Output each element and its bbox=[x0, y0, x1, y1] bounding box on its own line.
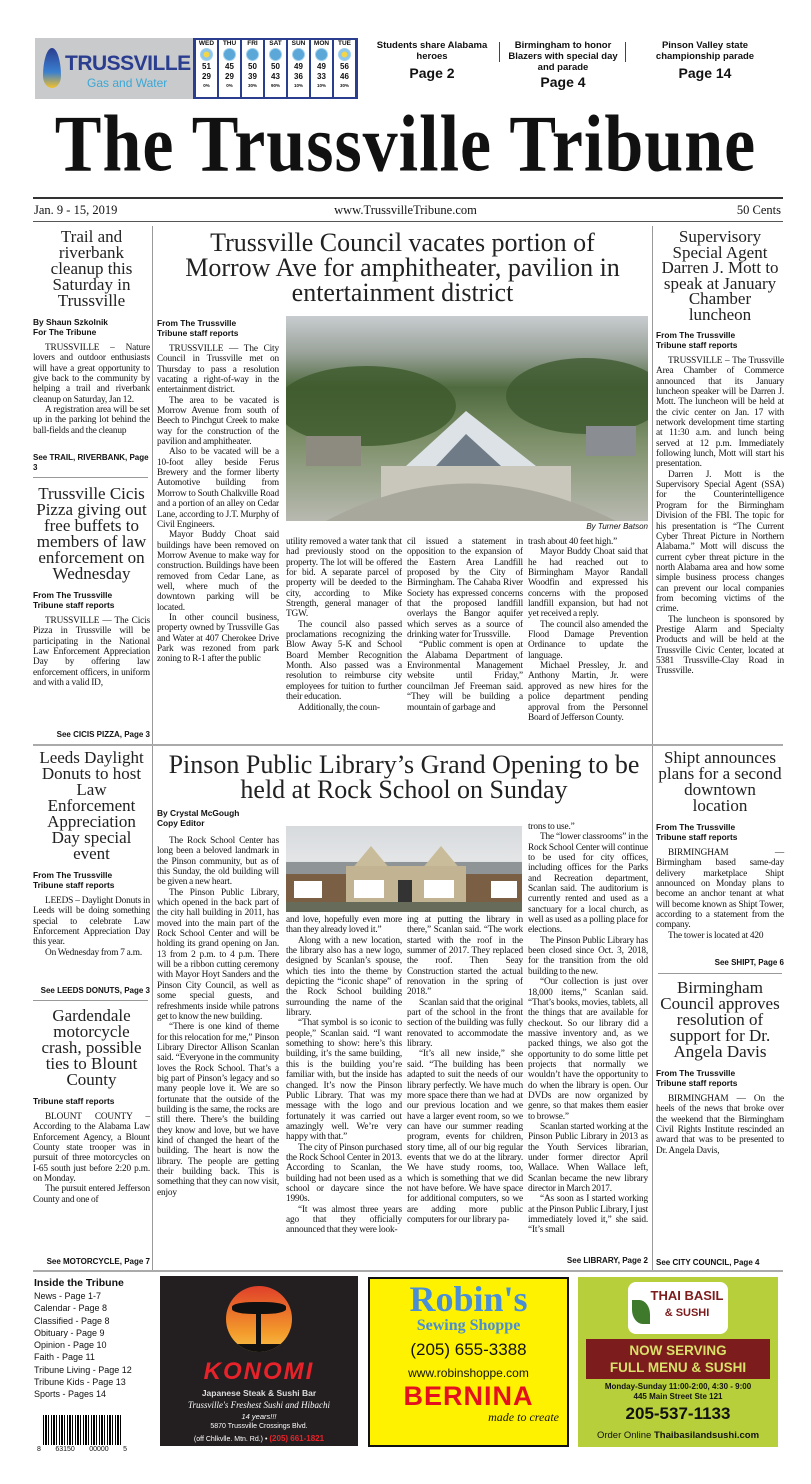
paragraph: ing at putting the library in there,” Scanlan said. “The work started with the roof in the summer of 2017. They replaced the roof. Then Seay Construction started the actual renovation in the spring of 2018.” bbox=[407, 915, 523, 998]
thai-hours: Monday-Sunday 11:00-2:00, 4:30 - 9:00 bbox=[604, 1382, 752, 1391]
rock-school-photo bbox=[286, 826, 522, 912]
paragraph: “As soon as I started working at the Pinson Public Library, I just immediately loved it,” she said. “It’s small bbox=[528, 1194, 648, 1236]
precip: 0% bbox=[203, 83, 210, 88]
pinson-col1 bbox=[157, 808, 279, 1268]
byline bbox=[157, 318, 279, 338]
order-website[interactable]: Thaibasilandsushi.com bbox=[653, 1430, 760, 1441]
byline-source: Copy Editor bbox=[157, 818, 205, 828]
paragraph: BIRMINGHAM — Birmingham based same-day delivery marketplace Shipt announced on Monday plans to become an anchor tenant at what will become known as Shipt Tower, according to a statement from the company. bbox=[656, 848, 784, 931]
paragraph: BLOUNT COUNTY – According to the Alabama Law Enforcement Agency, a Blount County state trooper was in pursuit of three motorcycles on I-65 south just before 2:20 p.m. on Monday. bbox=[33, 1112, 150, 1185]
byline-source: Tribune staff reports bbox=[33, 880, 115, 890]
article-body bbox=[33, 343, 150, 436]
jump-link[interactable]: See MOTORCYCLE, Page 7 bbox=[46, 1257, 150, 1266]
council-col4 bbox=[528, 537, 648, 742]
paragraph: A registration area will be set up in the parking lot behind the ball-fields and the cleanup bbox=[33, 405, 150, 436]
teaser-page: Page 4 bbox=[540, 74, 586, 90]
banner-line: NOW SERVING bbox=[629, 1343, 727, 1358]
paragraph: TRUSSVILLE – The Trussville Area Chamber of Commerce announced that its January luncheon speaker will be Darren J. Mott. The luncheon will be held at the civic center on Jan. 17 with network development time starting at 11:30 a.m. and lunch being served at 12 p.m. Immediately following lunch, Mott will start his presentation. bbox=[656, 356, 784, 470]
weather-day bbox=[334, 40, 355, 97]
article-trail-cleanup[interactable] bbox=[33, 229, 150, 473]
basil-leaf-icon bbox=[632, 1300, 650, 1324]
jump-link[interactable]: See LEEDS DONUTS, Page 3 bbox=[40, 986, 150, 995]
paragraph: and love, hopefully even more than they already loved it.” bbox=[286, 915, 402, 936]
high-temp: 49 bbox=[317, 62, 326, 71]
bernina-tagline: made to create bbox=[488, 1410, 559, 1424]
thai-basil-ad[interactable] bbox=[578, 1277, 778, 1447]
thai-name: THAI BASIL bbox=[650, 1288, 724, 1303]
konomi-slogan: Trussville's Freshest Sushi and Hibachi bbox=[187, 1400, 331, 1410]
sponsor-subname: Gas and Water bbox=[87, 76, 168, 90]
inside-item[interactable]: Obituary - Page 9 bbox=[34, 1327, 105, 1338]
masthead-title: The Trussville Tribune bbox=[54, 100, 757, 189]
paragraph: utility removed a water tank that had previously stood on the property. The lot will be offered for bid. A separate parcel of property will be deeded to the city, according to Mike Strength, general manager of TGW. bbox=[286, 537, 402, 620]
column-rule bbox=[652, 226, 653, 1270]
paragraph: “That symbol is so iconic to people,” Scanlan said. “I want something to show: here’s this building, it’s the same building, this is the building you’re familiar with, but the inside has changed. It’s now the Pinson Public Library. That was my message with the logo and fortunately it was carried out amazingly well. We’re very happy with that.” bbox=[286, 1018, 402, 1143]
precip: 90% bbox=[270, 83, 280, 88]
headline[interactable]: Trussville Cicis Pizza giving out free buffets to members of law enforcement on Wednesday bbox=[36, 484, 147, 583]
paragraph: Darren J. Mott is the Supervisory Special Agent (SSA) for the Counterintelligence Program for the Birmingham Division of the FBI. The topic for his presentation is “The Current Cyber Threat Picture in Northern Alabama.” Mott will discuss the current cyber threat picture in the north Alabama area and how some simple business process changes can prevent our local companies from becoming victims of the crime. bbox=[656, 469, 784, 615]
thai-address: 445 Main Street Ste 121 bbox=[633, 1392, 723, 1401]
high-temp: 51 bbox=[202, 62, 211, 71]
byline bbox=[656, 822, 784, 842]
article-body bbox=[656, 848, 784, 941]
paragraph: “There is one kind of theme for this relocation for me,” Pinson Library Director Allison Scanlan said. “Everyone in the community loves the Rock School. That’s a big part of Pinson’s legacy and so many people love it. We are so fortunate that the outside of the building is the same, the rocks are still there. There’s the building they know and love, but we have kind of changed the heart of the building. The heart is now the library. The people are getting their building back. This is something that they can now visit, enjoy bbox=[157, 1022, 279, 1198]
thai-order bbox=[578, 1430, 778, 1442]
teaser-page: Page 2 bbox=[409, 65, 455, 81]
weather-day bbox=[311, 40, 332, 97]
paragraph: Scanlan started working at the Pinson Public Library in 2013 as the Youth Services librarian, under former director April Wallace. When Wallace left, Scanlan became the new library director in March 2017. bbox=[528, 1121, 648, 1195]
low-temp: 29 bbox=[202, 72, 211, 81]
barcode-bars bbox=[43, 1415, 123, 1445]
byline-source: Tribune staff reports bbox=[157, 328, 239, 338]
robins-website[interactable]: www.robinshoppe.com bbox=[408, 1366, 529, 1380]
paragraph: The “lower classrooms” in the Rock School Center will continue to be used for city offices, including offices for the Parks and Recreation department, Scanlan said. The auditorium is currently rented and used as a sanctuary for a local church, as well as used as a polling place for elections. bbox=[528, 832, 648, 936]
paragraph: In other council business, property owned by Trussville Gas and Water at 407 Cherokee Drive Park was rezoned from park zoning to R-1 after the public bbox=[157, 612, 279, 665]
inside-title: Inside the Tribune bbox=[34, 1277, 124, 1289]
byline-author: From The Trussville bbox=[656, 822, 736, 832]
paragraph: TRUSSVILLE — The Cicis Pizza in Trussville will be participating in the National Law Enforcement Appreciation Day by offering law enforcement officers, in uniform and with a valid ID, bbox=[33, 616, 150, 689]
article-cicis-pizza[interactable] bbox=[33, 486, 150, 740]
byline bbox=[33, 590, 150, 610]
day-label: SUN bbox=[291, 40, 306, 47]
article-mott-luncheon[interactable] bbox=[656, 229, 784, 741]
byline bbox=[656, 1068, 784, 1088]
article-body bbox=[33, 896, 150, 958]
article-body bbox=[33, 1112, 150, 1205]
barcode-digit: 5 bbox=[123, 1446, 127, 1453]
paragraph: “Public comment is open at the Alabama Department of Environmental Management website until Friday,” councilman Jef Freeman said. “They will be building a mountain of garbage and bbox=[407, 640, 523, 713]
paragraph: trash about 40 feet high.” bbox=[528, 537, 618, 547]
low-temp: 46 bbox=[340, 72, 349, 81]
divider bbox=[33, 477, 148, 478]
konomi-ad[interactable] bbox=[160, 1276, 358, 1446]
precip: 30% bbox=[339, 83, 349, 88]
precip: 10% bbox=[293, 83, 303, 88]
jump-link[interactable]: See CICIS PIZZA, Page 3 bbox=[56, 730, 150, 739]
paragraph: trons to use.” bbox=[528, 822, 575, 832]
byline bbox=[33, 1096, 150, 1106]
article-body bbox=[528, 822, 648, 1246]
thai-basil-logo bbox=[628, 1282, 728, 1334]
byline bbox=[157, 808, 279, 828]
byline-source: Tribune staff reports bbox=[656, 1078, 738, 1088]
teaser-students[interactable] bbox=[372, 40, 492, 82]
paragraph: The pursuit entered Jefferson County and one of bbox=[33, 1184, 150, 1205]
byline-author: From The Trussville bbox=[33, 590, 113, 600]
byline-author: By Shaun Szkolnik bbox=[33, 317, 108, 327]
paragraph: BIRMINGHAM — On the heels of the news that broke over the weekend that the Birmingham Civil Rights Institute rescinded an award that was to be presented to Dr. Angela Davis, bbox=[656, 1094, 784, 1156]
paragraph: “It’s all new inside,” she said. “The building has been adapted to suit the needs of our library perfectly. We have much more space there than we had at our previous location and we have a larger event room, so we can have our summer reading program, events for children, story time, all of our big regular events that we do at the library. We have study rooms, too, which is something that we did not have before. We have space for additional computers, so we are adding more public computers for our library pa- bbox=[407, 1049, 523, 1225]
article-angela-davis[interactable] bbox=[656, 980, 784, 1268]
robins-sewing-ad[interactable] bbox=[368, 1277, 569, 1447]
cloud-icon bbox=[246, 48, 259, 61]
barcode-digit: 8 bbox=[37, 1446, 41, 1453]
teaser-title: Birmingham to honor Blazers with special day and parade bbox=[508, 40, 618, 73]
high-temp: 45 bbox=[225, 62, 234, 71]
section-rule bbox=[33, 744, 783, 746]
council-col1 bbox=[157, 312, 279, 742]
inside-item[interactable]: Faith - Page 11 bbox=[34, 1352, 95, 1363]
pinson-col4 bbox=[528, 822, 648, 1268]
precip: 10% bbox=[316, 83, 326, 88]
sun-icon bbox=[338, 48, 351, 61]
konomi-directions: (off Chlkvlle. Mtn. Rd.) • bbox=[193, 1436, 268, 1443]
paragraph: On Wednesday from 7 a.m. bbox=[45, 947, 143, 958]
teaser-title: Pinson Valley state championship parade bbox=[655, 40, 755, 62]
konomi-tagline: Japanese Steak & Sushi Bar bbox=[201, 1388, 317, 1398]
headline[interactable]: Gardendale motorcycle crash, possible ties to Blount County bbox=[41, 1006, 142, 1089]
paragraph: The luncheon is sponsored by Prestige Alarm and Specialty Products and will be held at the Trussville Civic Center, located at 5381 Trussville-Clay Road in Trussville. bbox=[656, 614, 784, 677]
paragraph: TRUSSVILLE — The City Council in Trussville met on Thursday to pass a resolution vacating a right-of-way in the entertainment district. bbox=[157, 344, 279, 396]
byline-source: For The Tribune bbox=[33, 327, 97, 337]
amphitheater-rendering-photo bbox=[286, 316, 648, 521]
teaser-blazers[interactable] bbox=[505, 40, 621, 91]
now-serving-banner bbox=[586, 1339, 770, 1379]
section-rule bbox=[33, 1270, 783, 1272]
sunset-tree-logo-icon bbox=[226, 1286, 292, 1352]
byline-author: From The Trussville bbox=[157, 318, 237, 328]
cloud-icon bbox=[292, 48, 305, 61]
divider bbox=[33, 1000, 148, 1001]
website-link[interactable]: www.TrussvilleTribune.com bbox=[334, 203, 477, 217]
banner-line: FULL MENU & SUSHI bbox=[609, 1360, 747, 1375]
pinson-headline[interactable]: Pinson Public Library’s Grand Opening to be held at Rock School on Sunday bbox=[168, 750, 640, 804]
paragraph: Mayor Buddy Choat said buildings have been removed on Morrow Avenue to make way for construction. Buildings have been removed from Cedar Lane, as well, where much of the downtown parking will be located. bbox=[157, 530, 279, 613]
jump-link[interactable]: See CITY COUNCIL, Page 4 bbox=[656, 1258, 760, 1267]
paragraph: Michael Pressley, Jr. and Anthony Martin, Jr. were approved as new hires for the police department pending approval from the Personnel Board of Jefferson County. bbox=[528, 661, 648, 723]
high-temp: 56 bbox=[340, 62, 349, 71]
teaser-pinson-valley[interactable] bbox=[630, 40, 780, 82]
byline-source: Tribune staff reports bbox=[33, 600, 115, 610]
article-body bbox=[157, 344, 279, 737]
byline bbox=[33, 870, 150, 890]
high-temp: 50 bbox=[248, 62, 257, 71]
jump-link[interactable]: See LIBRARY, Page 2 bbox=[566, 1256, 648, 1265]
byline-author: Tribune staff reports bbox=[33, 1096, 115, 1106]
day-label: THU bbox=[222, 40, 237, 47]
byline-author: From The Trussville bbox=[656, 1068, 736, 1078]
byline bbox=[656, 330, 784, 350]
headline[interactable]: Shipt announces plans for a second downtown location bbox=[658, 748, 782, 815]
headline[interactable]: Birmingham Council approves resolution of support for Dr. Angela Davis bbox=[660, 978, 780, 1061]
inside-item[interactable]: Opinion - Page 10 bbox=[34, 1340, 107, 1351]
jump-link[interactable]: See TRAIL, RIVERBANK, Page 3 bbox=[33, 453, 149, 472]
flame-logo-icon bbox=[43, 48, 61, 88]
day-label: TUE bbox=[338, 40, 351, 47]
thai-sub: & SUSHI bbox=[664, 1307, 710, 1319]
divider bbox=[499, 42, 500, 62]
inside-item[interactable]: Tribune Living - Page 12 bbox=[34, 1364, 132, 1375]
paragraph: The tower is located at 420 bbox=[668, 930, 764, 941]
precip: 30% bbox=[247, 83, 257, 88]
paragraph: The council also passed proclamations recognizing the Blow Away 5-K and School Board Member Recognition Month. Also passed was a resolution to reimburse city employees for tuition to further their education. bbox=[286, 619, 402, 703]
day-label: SAT bbox=[269, 40, 282, 47]
konomi-years: 14 years!!! bbox=[241, 1412, 277, 1421]
date-rule bbox=[33, 221, 783, 222]
day-label: FRI bbox=[247, 40, 258, 47]
divider bbox=[625, 42, 626, 62]
weather-day bbox=[242, 40, 263, 97]
gas-water-weather-ad[interactable] bbox=[35, 38, 357, 99]
article-body bbox=[656, 1094, 784, 1156]
masthead-rule bbox=[33, 197, 783, 199]
paragraph: The council also amended the Flood Damage Prevention Ordinance to update the language. bbox=[528, 619, 648, 661]
paragraph: Scanlan said that the original part of the school in the front section of the building was fully renovated to accommodate the library. bbox=[407, 997, 523, 1050]
rain-icon bbox=[269, 48, 282, 61]
konomi-contact bbox=[160, 1433, 358, 1445]
council-col3 bbox=[407, 537, 523, 742]
weather-forecast bbox=[193, 38, 358, 99]
inside-item[interactable]: Classified - Page 8 bbox=[34, 1315, 110, 1326]
article-leeds-donuts[interactable] bbox=[33, 750, 150, 996]
headline[interactable]: Supervisory Special Agent Darren J. Mott to speak at January Chamber luncheon bbox=[661, 227, 779, 324]
rock-school-building bbox=[286, 826, 522, 912]
barcode bbox=[37, 1415, 127, 1455]
weather-day bbox=[265, 40, 286, 97]
low-temp: 36 bbox=[294, 72, 303, 81]
inside-item[interactable]: Tribune Kids - Page 13 bbox=[34, 1377, 126, 1388]
low-temp: 29 bbox=[225, 72, 234, 81]
byline-author: By Crystal McGough bbox=[157, 808, 240, 818]
article-body bbox=[656, 356, 784, 677]
headline[interactable]: Trail and riverbank cleanup this Saturday in Trussville bbox=[50, 227, 133, 310]
sun-icon bbox=[200, 48, 213, 61]
high-temp: 49 bbox=[294, 62, 303, 71]
inside-item[interactable]: Calendar - Page 8 bbox=[34, 1303, 108, 1314]
barcode-digit: 00000 bbox=[89, 1446, 109, 1453]
inside-the-tribune bbox=[34, 1276, 149, 1401]
high-temp: 50 bbox=[271, 62, 280, 71]
cloud-icon bbox=[315, 48, 328, 61]
pinson-col3 bbox=[407, 915, 523, 1267]
headline[interactable]: Leeds Daylight Donuts to host Law Enforcement Appreciation Day special event bbox=[39, 748, 144, 863]
jump-link[interactable]: See SHIPT, Page 6 bbox=[714, 958, 784, 967]
barcode-digit: 63150 bbox=[55, 1446, 75, 1453]
thai-phone[interactable]: 205-537-1133 bbox=[625, 1404, 731, 1423]
low-temp: 33 bbox=[317, 72, 326, 81]
paragraph: The Pinson Public Library has been closed since Oct. 3, 2018, for the transition from the old building to the new. bbox=[528, 935, 648, 977]
weather-day bbox=[288, 40, 309, 97]
order-label: Order Online bbox=[596, 1430, 652, 1441]
article-body bbox=[157, 836, 279, 1268]
robins-phone[interactable]: (205) 655-3388 bbox=[410, 1340, 527, 1359]
byline bbox=[33, 317, 150, 337]
byline-source: Tribune staff reports bbox=[656, 832, 738, 842]
robins-name: Robin's bbox=[409, 1279, 528, 1319]
weather-day bbox=[219, 40, 240, 97]
paragraph: Additionally, the coun- bbox=[298, 702, 380, 713]
price: 50 Cents bbox=[736, 203, 781, 217]
sponsor-name: TRUSSVILLE bbox=[65, 52, 191, 75]
weather-day bbox=[196, 40, 217, 97]
byline-author: From The Trussville bbox=[33, 870, 113, 880]
paragraph: Along with a new location, the library also has a new logo, designed by Scanlan’s spouse, which ties into the theme by depicting the “iconic shape” of the Rock School building surrounding the name of the library. bbox=[286, 935, 402, 1019]
article-gardendale-crash[interactable] bbox=[33, 1008, 150, 1267]
paragraph: The area to be vacated is Morrow Avenue from south of Beech to Pinchgut Creek to make way for the construction of the pavilion and amphitheater. bbox=[157, 395, 279, 448]
paragraph: The Rock School Center has long been a beloved landmark in the Pinson community, but as of this Sunday, the old building will be given a new heart. bbox=[157, 836, 279, 888]
column-rule bbox=[152, 226, 153, 1270]
robins-sub: Sewing Shoppe bbox=[416, 1317, 521, 1334]
pinson-col2 bbox=[286, 915, 402, 1267]
barcode-digits bbox=[37, 1446, 127, 1453]
byline-source: Tribune staff reports bbox=[656, 340, 738, 350]
teaser-title: Students share Alabama heroes bbox=[376, 40, 488, 62]
paragraph: cil issued a statement in opposition to the expansion of the Eastern Area Landfill proposed by the City of Birmingham. The Cahaba River Society has expressed concerns that the proposed landfill overlays the Bangor aquifer which serves as a source of drinking water for Trussville. bbox=[407, 537, 523, 641]
divider bbox=[658, 973, 782, 974]
day-label: WED bbox=[198, 40, 215, 47]
konomi-address: 5870 Trussville Crossings Blvd. bbox=[210, 1423, 308, 1430]
paragraph: “Our collection is just over 18,000 items,” Scanlan said. “That’s books, movies, tablets, all the things that are available for checkout. So our library did a massive inventory and, as we packed things, we also got the opportunity to do some little pet projects that normally we wouldn’t have the opportunity to do when the library is open. Our DVDs are now organized by genre, so that makes them easier to browse.” bbox=[528, 977, 648, 1122]
paragraph: Also to be vacated will be a 10-foot alley beside Ferus Brewery and the former liberty Automotive building from Morrow to South Chalkville Road and a portion of an alley on Cedar Lane, according to J.T. Murphy of Civil Engineers. bbox=[157, 447, 279, 530]
paragraph: TRUSSVILLE – Nature lovers and outdoor enthusiasts will have a great opportunity to give back to the community by helping a trail and riverbank cleanup on Saturday, Jan 12. bbox=[33, 343, 150, 405]
byline-author: From The Trussville bbox=[656, 330, 736, 340]
teaser-page: Page 14 bbox=[678, 65, 732, 81]
precip: 0% bbox=[226, 83, 233, 88]
paragraph: Mayor Buddy Choat said that he had reached out to Birmingham Mayor Randall Woodfin and expressed his concerns with the proposed landfill expansion, but had not yet received a reply. bbox=[528, 547, 648, 620]
bernina-logo: BERNINA bbox=[403, 1381, 534, 1411]
lead-headline[interactable]: Trussville Council vacates portion of Morrow Ave for amphitheater, pavilion in entertainment district bbox=[185, 228, 620, 307]
amphitheater-illustration bbox=[286, 316, 648, 521]
day-label: MON bbox=[313, 40, 330, 47]
article-body bbox=[33, 616, 150, 688]
konomi-phone[interactable]: (205) 661-1821 bbox=[269, 1434, 325, 1443]
paragraph: The Pinson Public Library, which opened in the back part of the city hall building in 2011, has moved into the main part of the Rock School Center and will be holding its grand opening on Jan. 13 from 2 p.m. to 4 p.m. There will be a ribbon cutting ceremony with Mayor Hoyt Sanders and the Pinson City Council, as well as some special guests, and refreshments inside while patrons get to know the new building. bbox=[157, 887, 279, 1022]
photo-credit: By Turner Batson bbox=[586, 522, 648, 531]
issue-date: Jan. 9 - 15, 2019 bbox=[34, 203, 118, 217]
council-col2 bbox=[286, 537, 402, 742]
paragraph: LEEDS – Daylight Donuts in Leeds will be doing something special to celebrate Law Enforcement Appreciation Day this year. bbox=[33, 896, 150, 948]
low-temp: 39 bbox=[248, 72, 257, 81]
low-temp: 43 bbox=[271, 72, 280, 81]
paragraph: The city of Pinson purchased the Rock School Center in 2013. According to Scanlan, the building had not been used as a school or daycare since the 1990s. bbox=[286, 1142, 402, 1205]
konomi-name: KONOMI bbox=[203, 1358, 315, 1385]
inside-item[interactable]: Sports - Pages 14 bbox=[34, 1389, 107, 1400]
article-shipt[interactable] bbox=[656, 750, 784, 968]
cloud-icon bbox=[223, 48, 236, 61]
inside-item[interactable]: News - Page 1-7 bbox=[34, 1291, 102, 1301]
paragraph: “It was almost three years ago that they officially announced that they were look- bbox=[286, 1204, 402, 1236]
